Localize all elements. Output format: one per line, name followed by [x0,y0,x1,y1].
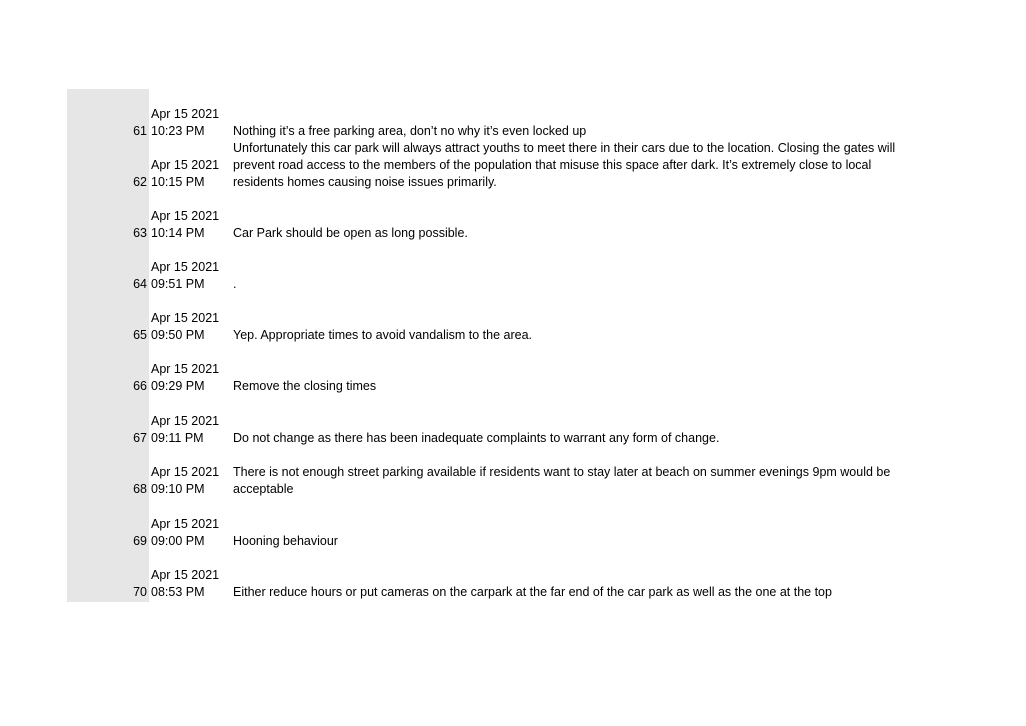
response-time: 09:11 PM [151,431,204,445]
response-date: Apr 15 2021 [151,465,220,479]
response-time: 09:29 PM [151,379,205,393]
response-number: 61 [133,124,147,138]
response-number: 67 [133,431,147,445]
response-row [67,550,897,601]
response-row [67,499,897,550]
response-date: Apr 15 2021 [151,568,220,582]
response-number: 66 [133,379,147,393]
response-time: 09:10 PM [151,482,205,496]
response-text: Either reduce hours or put cameras on the carpark at the far end of the car park as well as the one at the top [233,585,832,599]
response-text: Yep. Appropriate times to avoid vandalism to the area. [233,328,533,342]
response-time: 10:14 PM [151,226,205,240]
response-datetime [151,208,231,242]
response-row [67,344,897,395]
response-datetime [151,464,231,498]
response-time: 10:23 PM [151,124,205,138]
response-row [67,396,897,447]
response-text: Nothing it’s a free parking area, don’t no why it’s even locked up [233,124,587,138]
response-text: Do not change as there has been inadequate complaints to warrant any form of change. [233,431,720,445]
response-date: Apr 15 2021 [151,158,220,172]
response-date: Apr 15 2021 [151,414,220,428]
response-date: Apr 15 2021 [151,311,220,325]
response-row [67,293,897,344]
response-row [67,140,897,191]
response-datetime [151,157,231,191]
response-date: Apr 15 2021 [151,260,220,274]
response-time: 09:50 PM [151,328,205,342]
response-datetime [151,106,231,140]
response-row [67,89,897,140]
response-datetime [151,413,231,447]
response-time: 09:00 PM [151,534,205,548]
response-time: 10:15 PM [151,175,205,189]
response-text: Hooning behaviour [233,534,338,548]
response-text: There is not enough street parking available if residents want to stay later at beach on summer evenings 9pm would be acceptable [233,465,891,496]
response-time: 09:51 PM [151,277,205,291]
response-datetime [151,259,231,293]
response-date: Apr 15 2021 [151,362,220,376]
response-number: 65 [133,328,147,342]
response-text: Unfortunately this car park will always attract youths to meet there in their cars due to the location. Closing the gates will prevent road access to the members of the population that misuse this space after dark. It’s extremely close to local residents homes causing noise issues primarily. [233,141,896,189]
response-number: 63 [133,226,147,240]
response-text: . [233,277,237,291]
response-number: 64 [133,277,147,291]
response-time: 08:53 PM [151,585,205,599]
response-number: 69 [133,534,147,548]
response-row [67,242,897,293]
response-datetime [151,567,231,601]
response-datetime [151,361,231,395]
response-text: Car Park should be open as long possible. [233,226,468,240]
response-number: 68 [133,482,147,496]
response-row [67,191,897,242]
response-text: Remove the closing times [233,379,377,393]
response-row [67,447,897,498]
response-datetime [151,516,231,550]
response-datetime [151,310,231,344]
response-date: Apr 15 2021 [151,209,220,223]
response-number: 70 [133,585,147,599]
response-date: Apr 15 2021 [151,517,220,531]
response-number: 62 [133,175,147,189]
response-date: Apr 15 2021 [151,107,220,121]
